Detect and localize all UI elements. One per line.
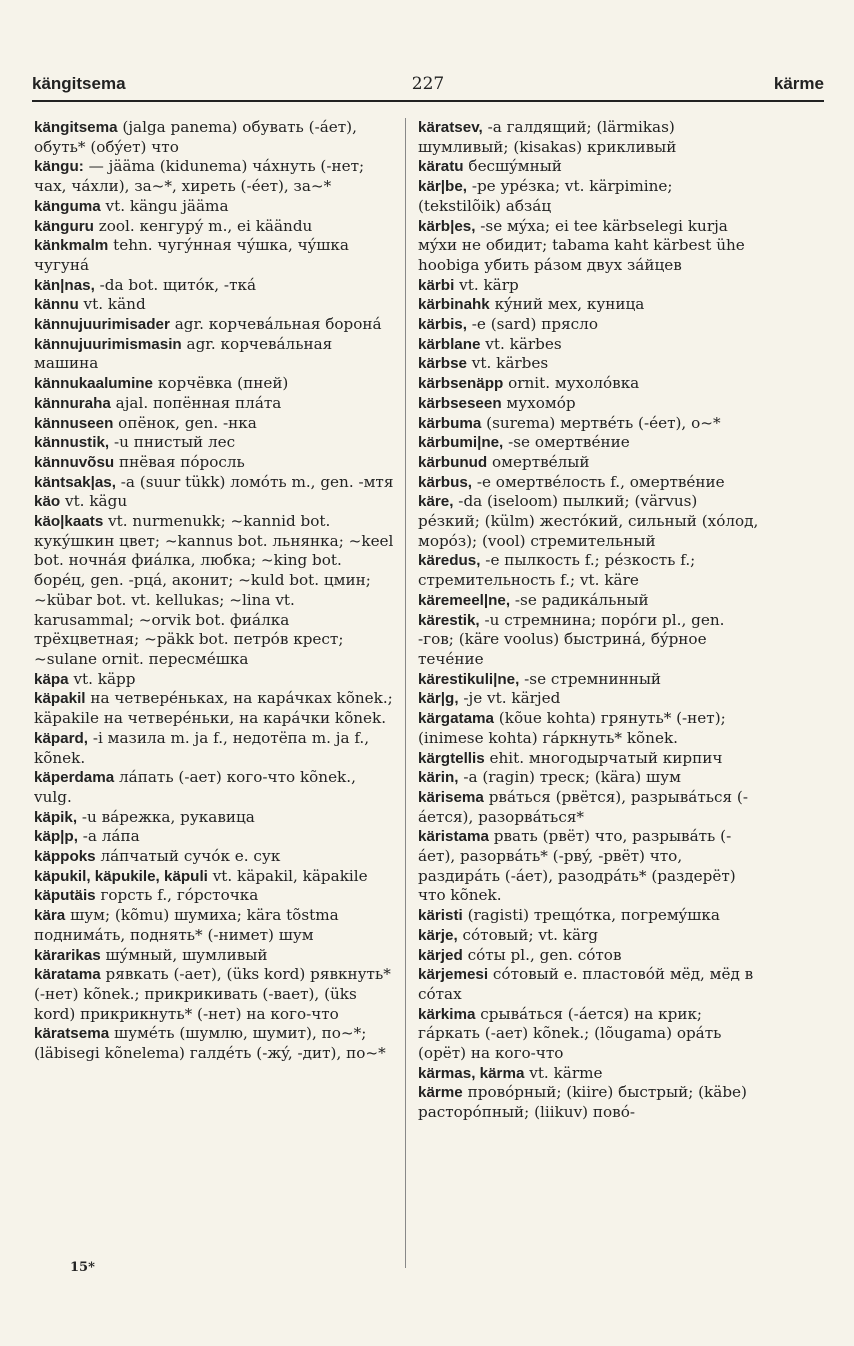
- entry-definition: ornit. мухолóвка: [503, 374, 640, 393]
- dictionary-entry: [34, 236, 398, 275]
- entry-definition: -e пылкость f.; рéзкость f.; стремительность f.; vt. käre: [418, 551, 696, 590]
- dictionary-entry: [418, 926, 760, 946]
- entry-definition: рвать (рвёт) что, разрывáть (-áет), разорвáть* (-рвý, -рвёт) что, раздирáть (-áет), разодрáть* (раздерёт) что kõnek.: [418, 827, 736, 905]
- dictionary-entry: [34, 808, 398, 828]
- header-left-guideword: kängitsema: [32, 74, 126, 93]
- dictionary-entry: [34, 217, 398, 237]
- dictionary-entry: [34, 965, 398, 1024]
- entry-headword: käristi: [418, 907, 463, 925]
- dictionary-entry: [418, 374, 760, 394]
- entry-definition: опёнок, gen. -нка: [113, 413, 257, 432]
- dictionary-entry: [34, 335, 398, 374]
- dictionary-entry: [418, 1083, 760, 1122]
- entry-headword: käratsema: [34, 1025, 110, 1043]
- entry-definition: омертвéлый: [487, 452, 590, 471]
- entry-headword: käppoks: [34, 848, 96, 866]
- dictionary-entry: [418, 709, 760, 748]
- dictionary-entry: [418, 591, 760, 611]
- entry-headword: kärgtellis: [418, 749, 485, 767]
- entry-definition: провóрный; (kiire) быстрый; (käbe) расторóпный; (liikuv) повó-: [418, 1083, 747, 1122]
- entry-headword: kärbis,: [418, 316, 467, 334]
- entry-definition: (surema) мертвéть (-éет), о~*: [481, 413, 721, 432]
- entry-headword: kännuseen: [34, 414, 114, 432]
- dictionary-entry: [34, 906, 398, 945]
- entry-definition: пнёвая пóросль: [114, 452, 245, 471]
- entry-definition: vt. käpakil, käpakile: [207, 866, 368, 885]
- dictionary-entry: [34, 414, 398, 434]
- dictionary-entry: [418, 689, 760, 709]
- entry-headword: käpik,: [34, 808, 78, 826]
- entry-definition: -pe урéзка; vt. kärpimine; (tekstilõik) абзáц: [418, 177, 673, 215]
- dictionary-entry: [418, 768, 760, 788]
- entry-headword: kärarikas: [34, 946, 101, 964]
- entry-headword: käo|kaats: [34, 513, 104, 531]
- entry-definition: мухомóр: [501, 393, 576, 412]
- entry-headword: käratu: [418, 158, 464, 176]
- entry-headword: käredus,: [418, 552, 481, 570]
- dictionary-entry: [418, 157, 760, 177]
- entry-definition: рявкать (-ает), (üks kord) рявкнуть* (-нет) kõnek.; прикрикивать (-вает), (üks kord) прикрикнуть* (-нет) на кого-что: [34, 965, 391, 1023]
- entry-headword: käputäis: [34, 887, 96, 905]
- entry-headword: käre,: [418, 493, 454, 511]
- entry-definition: vt. kägu: [60, 492, 128, 511]
- entry-headword: käpukil, käpukile, käpuli: [34, 867, 208, 885]
- entry-definition: шум; (kõmu) шумиха; kära tõstma поднимáть, поднять* (-нимет) шум: [34, 906, 339, 944]
- dictionary-entry: [418, 906, 760, 926]
- entry-headword: känguma: [34, 197, 101, 215]
- dictionary-entry: [34, 276, 398, 296]
- entry-definition: -u пнистый лес: [109, 433, 236, 452]
- dictionary-entry: [34, 670, 398, 690]
- entry-headword: kärje,: [418, 926, 458, 944]
- entry-definition: — jääma (kidunema) чáхнуть (-нет; чах, чáхли), за~*, хиреть (-éет), за~*: [34, 157, 365, 196]
- entry-headword: käpa: [34, 670, 69, 688]
- dictionary-entry: [418, 295, 760, 315]
- dictionary-entry: [34, 827, 398, 847]
- entry-headword: kännujuurimismasin: [34, 335, 182, 353]
- page-number: 227: [411, 74, 445, 94]
- entry-definition: vt. känd: [78, 295, 146, 314]
- dictionary-entry: [418, 965, 760, 1004]
- entry-definition: vt. kärbes: [480, 334, 562, 353]
- dictionary-entry: [418, 335, 760, 355]
- entry-headword: käratsev,: [418, 119, 483, 136]
- entry-headword: käperdama: [34, 769, 115, 787]
- entry-headword: kärjemesi: [418, 966, 489, 984]
- entry-definition: -se омертвéние: [503, 433, 630, 452]
- dictionary-entry: [418, 118, 760, 157]
- entry-headword: känguru: [34, 217, 94, 235]
- entry-definition: шумéть (шумлю, шумит), по~*; (läbisegi kõnelema) галдéть (-жý, -дит), по~*: [34, 1024, 386, 1063]
- entry-definition: vt. kärbes: [466, 354, 549, 373]
- entry-headword: kärbse: [418, 355, 467, 373]
- entry-definition: vt. kärme: [524, 1063, 603, 1082]
- dictionary-entry: [418, 453, 760, 473]
- entry-headword: käpakil: [34, 690, 86, 708]
- dictionary-entry: [34, 295, 398, 315]
- header-right-guideword: kärme: [773, 74, 824, 93]
- dictionary-entry: [418, 551, 760, 590]
- entry-definition: рвáться (рвётся), разрывáться (-áется), разорвáться*: [418, 787, 748, 826]
- entry-definition: -je vt. kärjed: [458, 689, 561, 708]
- page-header: [32, 74, 824, 100]
- entry-definition: ehit. многодырчатый кирпич: [484, 748, 723, 767]
- entry-headword: kärbsenäpp: [418, 375, 504, 393]
- entry-definition: кýний мех, куница: [489, 295, 645, 314]
- dictionary-entry: [34, 473, 398, 493]
- dictionary-entry: [34, 492, 398, 512]
- dictionary-entry: [418, 749, 760, 769]
- entry-headword: kännujuurimisader: [34, 316, 170, 334]
- entry-definition: лáпчатый сучóк e. сук: [95, 847, 281, 866]
- entry-headword: kärmas, kärma: [418, 1064, 525, 1082]
- entry-definition: -i мазила m. ja f., недотёпа m. ja f., kõnek.: [34, 728, 370, 767]
- entry-definition: лáпать (-ает) кого-что kõnek., vulg.: [34, 768, 356, 806]
- entry-headword: käristama: [418, 828, 489, 846]
- entry-definition: vt. kängu jääma: [100, 196, 229, 215]
- entry-definition: vt. kärp: [454, 275, 519, 294]
- dictionary-entry: [34, 768, 398, 807]
- entry-headword: kän|nas,: [34, 276, 95, 294]
- entry-definition: -a лáпа: [77, 827, 140, 846]
- entry-definition: (kõue kohta) грянуть* (-нет); (inimese kohta) гáркнуть* kõnek.: [418, 709, 726, 747]
- entry-headword: kärbi: [418, 276, 455, 294]
- dictionary-entry: [418, 177, 760, 216]
- entry-headword: kärjed: [418, 946, 463, 964]
- dictionary-entry: [418, 315, 760, 335]
- entry-definition: -e омертвéлость f., омертвéние: [472, 472, 725, 491]
- entry-definition: -se радикáльный: [510, 590, 649, 609]
- dictionary-entry: [34, 689, 398, 728]
- entry-headword: kärbumi|ne,: [418, 434, 504, 452]
- entry-headword: kärbunud: [418, 453, 488, 471]
- dictionary-entry: [418, 492, 760, 551]
- entry-headword: kärestik,: [418, 611, 480, 629]
- dictionary-entry: [34, 197, 398, 217]
- entry-headword: kärme: [418, 1084, 463, 1102]
- entry-definition: -u вáрежка, рукавица: [77, 807, 255, 826]
- entry-definition: корчёвка (пней): [153, 374, 289, 393]
- dictionary-entry: [34, 847, 398, 867]
- entry-definition: -a галдящий; (lärmikas) шумливый; (kisakas) крикливый: [418, 118, 677, 156]
- entry-headword: kängu:: [34, 158, 84, 176]
- dictionary-entry: [34, 886, 398, 906]
- entry-headword: kärblane: [418, 335, 481, 353]
- column-divider: [405, 118, 406, 1268]
- entry-definition: agr. корчевáльная машина: [34, 334, 333, 373]
- entry-headword: kärbus,: [418, 473, 473, 491]
- dictionary-entry: [418, 670, 760, 690]
- right-column: [418, 118, 760, 1258]
- entry-headword: kännu: [34, 296, 79, 314]
- entry-headword: kännuraha: [34, 394, 111, 412]
- dictionary-entry: [418, 414, 760, 434]
- dictionary-entry: [34, 157, 398, 196]
- dictionary-entry: [34, 1024, 398, 1063]
- entry-definition: (jalga panema) обувать (-áет), обуть* (обýет) что: [34, 118, 357, 156]
- entry-headword: kännustik,: [34, 434, 110, 452]
- signature-mark: 15*: [70, 1260, 95, 1275]
- entry-headword: kärestikuli|ne,: [418, 670, 520, 688]
- dictionary-entry: [34, 729, 398, 768]
- entry-headword: käntsak|as,: [34, 473, 116, 491]
- entry-headword: käp|p,: [34, 828, 78, 846]
- dictionary-entry: [418, 946, 760, 966]
- entry-headword: kärgatama: [418, 710, 494, 728]
- dictionary-entry: [418, 394, 760, 414]
- entry-headword: kännuvõsu: [34, 453, 115, 471]
- entry-headword: käremeel|ne,: [418, 591, 511, 609]
- dictionary-entry: [418, 433, 760, 453]
- left-column: [34, 118, 398, 1258]
- dictionary-entry: [34, 433, 398, 453]
- entry-definition: -se мýха; ei tee kärbselegi kurja мýхи не обидит; tabama kaht kärbest ühe hoobiga убить рáзом двух зáйцев: [418, 216, 745, 274]
- entry-definition: сóтовый e. пластовóй мёд, мёд в сóтах: [418, 965, 754, 1003]
- entry-headword: kärin,: [418, 769, 459, 787]
- dictionary-entry: [418, 217, 760, 276]
- entry-headword: käo: [34, 493, 61, 511]
- entry-headword: kär|g,: [418, 690, 459, 708]
- entry-definition: vt. käpp: [68, 669, 136, 688]
- entry-headword: käratama: [34, 966, 101, 984]
- entry-headword: käpard,: [34, 729, 89, 747]
- entry-headword: känkmalm: [34, 237, 109, 255]
- dictionary-entry: [34, 315, 398, 335]
- entry-headword: kära: [34, 907, 66, 925]
- dictionary-entry: [34, 453, 398, 473]
- dictionary-entry: [34, 867, 398, 887]
- entry-headword: kängitsema: [34, 119, 118, 136]
- entry-headword: kärbuma: [418, 414, 482, 432]
- entry-definition: шýмный, шумливый: [100, 945, 268, 964]
- dictionary-entry: [418, 1064, 760, 1084]
- entry-headword: kärkima: [418, 1005, 476, 1023]
- entry-definition: -e (sard) прясло: [466, 315, 598, 334]
- dictionary-entry: [418, 473, 760, 493]
- entry-definition: ajal. попённая плáта: [110, 393, 282, 412]
- entry-definition: срывáться (-áется) на крик; гáркать (-ает) kõnek.; (lõugama) орáть (орёт) на кого-что: [418, 1004, 722, 1063]
- entry-headword: kärisema: [418, 788, 484, 806]
- entry-definition: на четверéньках, на карáчках kõnek.; käpakile на четверéньки, на карáчки kõnek.: [34, 689, 393, 728]
- entry-headword: kär|be,: [418, 178, 467, 196]
- entry-headword: kärb|es,: [418, 217, 476, 235]
- dictionary-entry: [418, 276, 760, 296]
- entry-definition: -u стремнина; порóги pl., gen. -гов; (käre voolus) быстринá, бýрное течéние: [418, 610, 725, 668]
- entry-definition: -se стремнинный: [519, 669, 662, 688]
- dictionary-entry: [34, 946, 398, 966]
- dictionary-entry: [418, 354, 760, 374]
- dictionary-entry: [418, 827, 760, 906]
- entry-definition: сóтовый; vt. kärg: [457, 925, 599, 944]
- entry-definition: бесшýмный: [463, 157, 562, 176]
- header-rule: [32, 100, 824, 102]
- dictionary-entry: [418, 611, 760, 670]
- entry-definition: agr. корчевáльная боронá: [169, 315, 382, 334]
- entry-headword: kännukaalumine: [34, 375, 154, 393]
- entry-definition: -da (iseloom) пылкий; (värvus) рéзкий; (külm) жестóкий, сильный (хóлод, морóз); (vool) стремительный: [418, 492, 759, 550]
- entry-definition: zool. кенгурý m., ei käändu: [93, 216, 313, 235]
- entry-definition: горсть f., гóрсточка: [95, 886, 259, 905]
- dictionary-entry: [34, 394, 398, 414]
- entry-definition: (ragisti) трещóтка, погремýшка: [462, 906, 720, 925]
- entry-headword: kärbinahk: [418, 296, 490, 314]
- entry-definition: vt. nurmenukk; ~kannid bot. кукýшкин цвет; ~kannus bot. льнянка; ~keel bot. ночнáя фиáлка, любка; ~king bot. борéц, gen. -рцá, аконит; ~kuld bot. цмин; ~kübar bot. vt. kellukas; ~lina vt. karusammal; ~orvik bot. фиáлка трёхцветная; ~päkk bot. петрóв крест; ~sulane ornit. пересмéшка: [34, 512, 394, 668]
- dictionary-entry: [34, 512, 398, 670]
- entry-definition: tehn. чугýнная чýшка, чýшка чугунá: [34, 236, 349, 274]
- entry-definition: -da bot. щитóк, -ткá: [94, 275, 257, 294]
- entry-definition: -a (ragin) треск; (kära) шум: [458, 768, 681, 787]
- dictionary-entry: [34, 374, 398, 394]
- entry-definition: сóты pl., gen. сóтов: [462, 945, 622, 964]
- entry-headword: kärbseseen: [418, 394, 502, 412]
- dictionary-entry: [34, 118, 398, 157]
- entry-definition: -a (suur tükk) ломóть m., gen. -мтя: [115, 472, 394, 491]
- dictionary-entry: [418, 788, 760, 827]
- dictionary-entry: [418, 1005, 760, 1064]
